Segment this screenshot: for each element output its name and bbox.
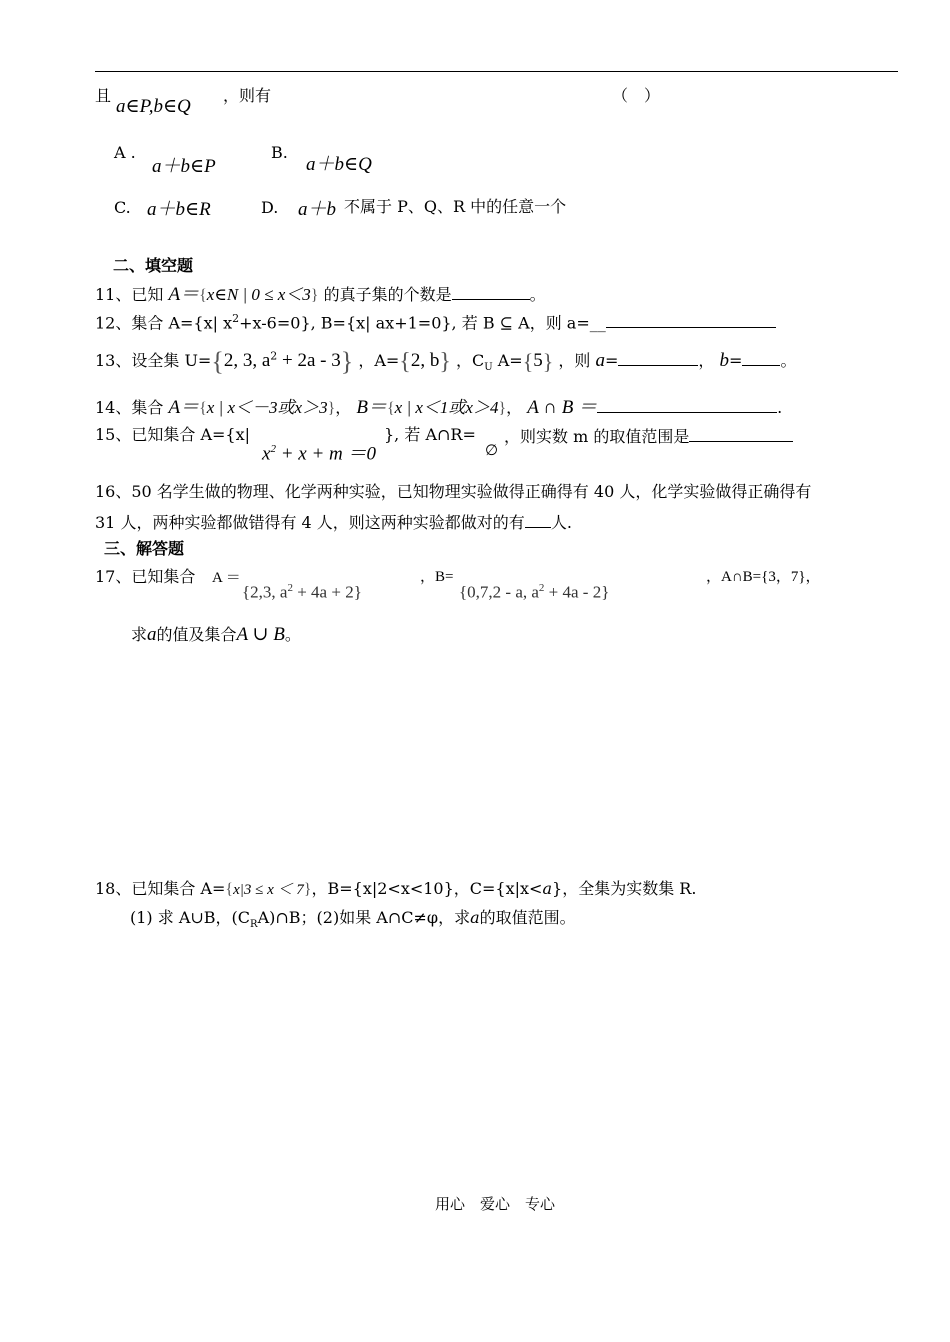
q14-sep2: ， bbox=[506, 398, 523, 417]
q10-prefix: 且 bbox=[95, 86, 112, 105]
q14-a-brace-right: } bbox=[327, 400, 336, 417]
q16-answer-blank bbox=[525, 513, 551, 528]
q15-lead: 15、已知集合 A={x| bbox=[95, 425, 251, 444]
q10-option-a: a＋b∈P bbox=[152, 156, 216, 177]
q18-rest-a: a bbox=[542, 879, 553, 898]
q14-end: . bbox=[777, 398, 783, 417]
q12 bbox=[95, 313, 776, 331]
q12-underscore: __ bbox=[589, 313, 606, 333]
q13-u-body: 2, 3, a bbox=[223, 350, 271, 371]
q17-a-tail: + 4a + 2} bbox=[292, 582, 362, 602]
q17-b-sup: 2 bbox=[538, 582, 545, 594]
q13-eq: = bbox=[605, 351, 619, 370]
q14-b-body: x | x＜1或x＞4 bbox=[394, 398, 499, 417]
q10-option-b: a＋b∈Q bbox=[306, 154, 372, 175]
q18-line1 bbox=[95, 881, 696, 898]
q17-b-set-text: {0,7,2 - a, a bbox=[459, 582, 539, 602]
q18-rest: ，B={x|2<x<10}，C={x|x< bbox=[311, 879, 543, 898]
q17-a-label: A ＝ bbox=[212, 570, 241, 586]
q14-a-expr: A＝ bbox=[168, 397, 200, 418]
q17-line2-union: A ∪ B bbox=[236, 624, 285, 645]
q17-line2-end: 。 bbox=[284, 625, 301, 644]
q14-b-brace-right: } bbox=[498, 400, 507, 417]
q11-answer-blank bbox=[452, 285, 530, 300]
q10-stem bbox=[95, 88, 111, 104]
q15-equation bbox=[262, 444, 376, 463]
q13-eq2: = bbox=[729, 351, 743, 370]
q15-eq-tail: + x + m ＝0 bbox=[275, 443, 376, 465]
q13-u-brace-left: { bbox=[211, 347, 224, 376]
q17-intersection: ，A∩B={3，7}， bbox=[706, 569, 821, 585]
q11-brace-left: { bbox=[199, 287, 207, 304]
q13 bbox=[95, 349, 796, 375]
q18-line2-sub: R bbox=[250, 919, 258, 931]
q10-condition: a∈P,b∈Q bbox=[116, 96, 191, 117]
q13-a-var: a bbox=[595, 350, 606, 371]
q17-b-label: ，B= bbox=[420, 569, 454, 585]
q16-line2 bbox=[95, 513, 572, 531]
q11-set-body: x∈N | 0 ≤ x＜3 bbox=[206, 285, 311, 304]
q12-answer-blank bbox=[606, 313, 776, 328]
q12-sup: 2 bbox=[232, 312, 240, 325]
q10-option-c: a＋b∈R bbox=[147, 199, 211, 220]
q15-close: }, 若 A∩R= bbox=[384, 425, 476, 444]
q17-line2-pre: 求 bbox=[131, 625, 148, 644]
q18-a-body: x|3 ≤ x ＜ 7 bbox=[233, 882, 304, 898]
q13-a-body: 2, b bbox=[410, 350, 440, 371]
q10-suffix: ，则有 bbox=[223, 86, 272, 105]
q14 bbox=[95, 398, 782, 417]
q18-line2 bbox=[130, 910, 576, 930]
q10-option-d-math: a＋b bbox=[298, 199, 337, 220]
q17-b-tail: + 4a - 2} bbox=[544, 582, 610, 602]
q17-b-set bbox=[459, 583, 609, 601]
q17-a-sup: 2 bbox=[287, 582, 293, 594]
q11-num: 11、已知 bbox=[95, 285, 164, 304]
q13-b-var: b bbox=[719, 350, 730, 371]
q13-a-label: ，A= bbox=[358, 351, 400, 370]
q17-line2-a: a bbox=[147, 624, 157, 645]
q12-text2: +x-6=0}, B={x| ax+1=0}, 若 B ⊆ A，则 a= bbox=[239, 313, 590, 333]
q15-tail-text: ，则实数 m 的取值范围是 bbox=[504, 427, 690, 446]
q18-line2b: A)∩B；(2)如果 A∩C≠φ，求 bbox=[257, 908, 471, 927]
section-fill-in-title: 二、填空题 bbox=[113, 256, 194, 275]
section-solve-title: 三、解答题 bbox=[104, 539, 185, 558]
q18-brace-right: } bbox=[303, 881, 312, 898]
q13-a-brace-left: { bbox=[399, 349, 411, 375]
q11-lhs: A＝ bbox=[168, 284, 200, 305]
q14-intersection: A ∩ B ＝ bbox=[527, 397, 598, 418]
q17-line2-mid: 的值及集合 bbox=[156, 625, 237, 644]
q14-b-expr: B＝ bbox=[356, 397, 387, 418]
q14-sep: ， bbox=[335, 398, 352, 417]
q13-a-blank bbox=[618, 351, 698, 366]
q10-option-d-label: D. bbox=[261, 198, 279, 217]
q16-line1: 16、50 名学生做的物理、化学两种实验，已知物理实验做得正确得有 40 人，化学实验做得正确得有 bbox=[95, 482, 812, 501]
q15-empty-set: ∅ bbox=[485, 443, 499, 459]
q13-a-brace-right: } bbox=[439, 349, 451, 375]
q18-line2c: 的取值范围。 bbox=[479, 908, 576, 927]
q18-num: 18、已知集合 A= bbox=[95, 879, 226, 898]
q17-a-set-text: {2,3, a bbox=[242, 582, 288, 602]
q11 bbox=[95, 285, 546, 304]
q14-a-body: x | x＜－3或x＞3 bbox=[206, 398, 328, 417]
q10-option-b-label: B. bbox=[271, 143, 288, 162]
q13-u-tail: + 2a - 3 bbox=[277, 350, 341, 371]
q13-then: ，则 bbox=[558, 351, 591, 370]
q16-line2a: 31 人，两种实验都做错得有 4 人，则这两种实验都做对的有 bbox=[95, 513, 525, 532]
q13-c-body: 5 bbox=[533, 350, 543, 371]
q13-num: 13、设全集 U= bbox=[95, 351, 212, 370]
q10-option-d-text: 不属于 P、Q、R 中的任意一个 bbox=[344, 197, 567, 216]
q10-option-a-label: A . bbox=[114, 143, 136, 162]
q17-a-set bbox=[242, 583, 362, 601]
q18-line2-a: a bbox=[470, 908, 480, 927]
q14-num: 14、集合 bbox=[95, 398, 164, 417]
q11-end: 。 bbox=[529, 285, 546, 304]
q13-comma: ， bbox=[698, 351, 715, 370]
q18-rest2: }，全集为实数集 R. bbox=[552, 879, 697, 898]
q13-c-sub: U bbox=[484, 362, 493, 374]
q13-c-brace-left: { bbox=[522, 349, 534, 374]
q13-b-blank bbox=[742, 351, 780, 366]
q13-u-brace-right: } bbox=[340, 347, 354, 376]
q14-a-brace-left: { bbox=[199, 400, 207, 417]
q15-answer-blank bbox=[689, 427, 793, 442]
q16-line2b: 人. bbox=[550, 513, 572, 532]
q15-tail bbox=[504, 427, 793, 445]
q12-text: 12、集合 A={x| x bbox=[95, 313, 233, 333]
header-rule bbox=[95, 71, 898, 72]
q18-line2a: (1) 求 A∪B，(C bbox=[130, 908, 251, 927]
q17-num: 17、已知集合 bbox=[95, 567, 196, 586]
q13-c-tail: A= bbox=[492, 351, 523, 370]
q13-c-label: ，C bbox=[455, 351, 485, 370]
q11-brace-right: } bbox=[310, 287, 319, 304]
q11-suffix: 的真子集的个数是 bbox=[323, 285, 452, 304]
q15-eq-sup: 2 bbox=[270, 443, 276, 455]
q13-u-sup: 2 bbox=[270, 349, 278, 363]
q14-b-brace-left: { bbox=[386, 400, 395, 417]
q13-end: 。 bbox=[780, 351, 797, 370]
page-footer: 用心 爱心 专心 bbox=[435, 1195, 556, 1213]
q14-answer-blank bbox=[597, 398, 777, 413]
q13-c-brace-right: } bbox=[542, 349, 554, 374]
q10-option-c-label: C. bbox=[114, 198, 131, 217]
q15-eq: x bbox=[262, 443, 271, 465]
q18-brace-left: { bbox=[225, 881, 234, 898]
q10-answer-paren: （ ） bbox=[612, 86, 661, 105]
q17-line2 bbox=[131, 625, 301, 644]
